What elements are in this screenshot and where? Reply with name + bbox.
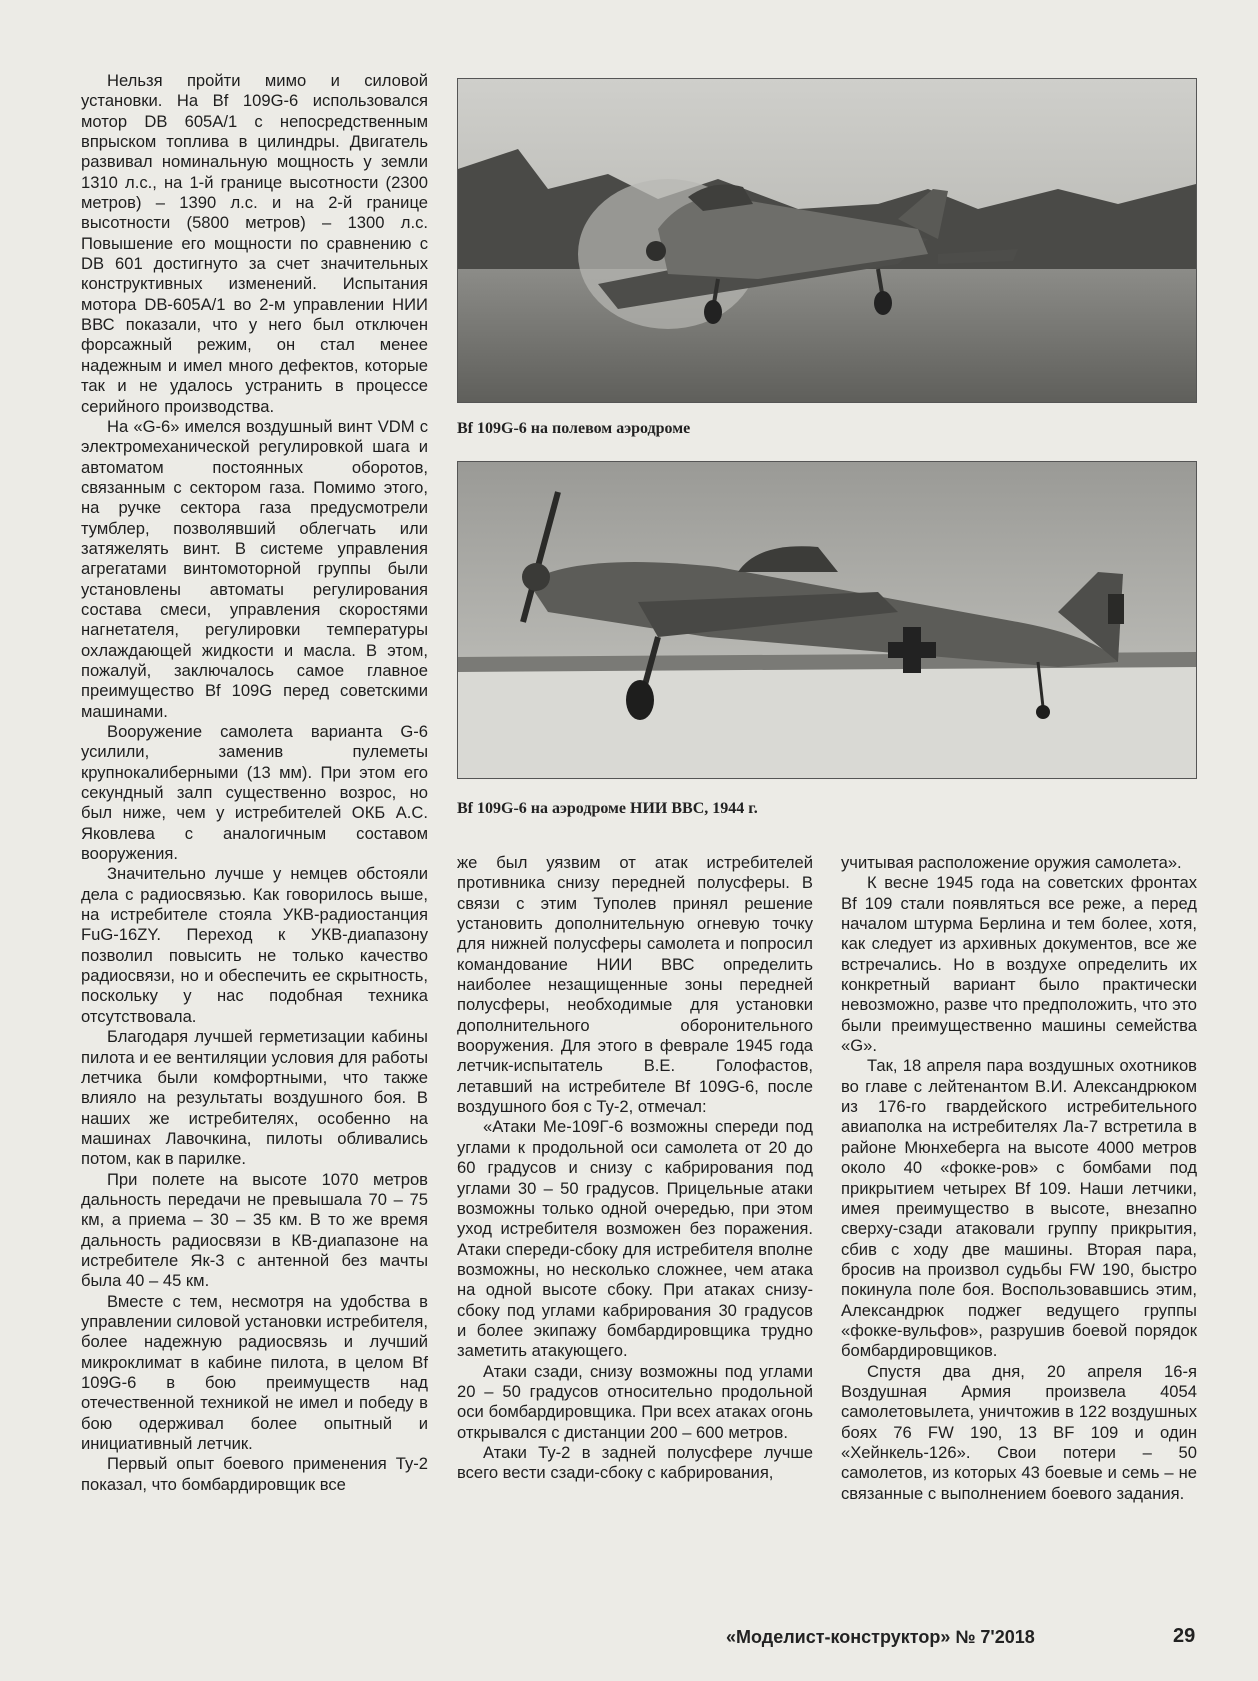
aircraft-photo-field-airfield	[457, 78, 1197, 403]
paragraph: При полете на высоте 1070 метров дальность передачи не превышала 70 – 75 км, а приема – 30 – 35 км. В то же время дальность радиосвязи в КВ-диапазоне на истребителе Як-3 с антенной без мачты была 40 – 45 км.	[81, 1169, 428, 1291]
paragraph: Вооружение самолета варианта G-6 усилили, заменив пулеметы крупнокалиберными (13 мм). При этом его секундный залп существенно возрос, но был ниже, чем у истребителей ОКБ А.С. Яковлева с аналогичным составом вооружения.	[81, 722, 428, 864]
paragraph: Спустя два дня, 20 апреля 16-я Воздушная Армия произвела 4054 самолетовылета, уничтожив в 122 воздушных боях 76 FW 190, 13 BF 109 и один «Хейнкель-126». Свои потери – 50 самолетов, из которых 43 боевые и семь – не связанные с выполнением боевого задания.	[841, 1361, 1197, 1503]
paragraph: Благодаря лучшей герметизации кабины пилота и ее вентиляции условия для работы летчика были комфортными, что также влияло на результаты воздушного боя. В наших же истребителях, особенно на машинах Лавочкина, пилоты обливались потом, как в парилке.	[81, 1027, 428, 1169]
paragraph: «Атаки Ме-109Г-6 возможны спереди под углами к продольной оси самолета от 20 до 60 градусов и снизу с кабрирования под углами 30 – 50 градусов. Прицельные атаки возможны только одной очередью, при этом уход истребителя возможен без поражения. Атаки спереди-сбоку для истребителя вполне возможны, но несколько сложнее, чем атака на одной высоте сбоку. При атаках снизу-сбоку под углами кабрирования 30 градусов и более экипажу бомбардировщика трудно заметить атакующего.	[457, 1117, 813, 1361]
text-column-2	[457, 853, 813, 1484]
journal-footer: «Моделист-конструктор» № 7'2018	[726, 1627, 1035, 1647]
paragraph: Атаки Ту-2 в задней полусфере лучше всего вести сзади-сбоку с кабрирования,	[457, 1442, 813, 1483]
text-column-3	[841, 853, 1197, 1504]
paragraph: Нельзя пройти мимо и силовой установки. На Bf 109G-6 использовался мотор DB 605A/1 с непосредственным впрыском топлива в цилиндры. Двигатель развивал номинальную мощность у земли 1310 л.с., на 1-й границе высотности (2300 метров) – 1390 л.с. и на 2-й границе высотности (5800 метров) – 1300 л.с. Повышение его мощности по сравнению с DB 601 достигнуто за счет значительных конструктивных изменений. Испытания мотора DB-605A/1 во 2-м управлении НИИ ВВС показали, что у него был отключен форсажный режим, он стал менее надежным и имел много дефектов, которые так и не удалось устранить в процессе серийного производства.	[81, 71, 428, 416]
paragraph: Значительно лучше у немцев обстояли дела с радиосвязью. Как говорилось выше, на истребителе стояла УКВ-радиостанция FuG-16ZY. Переход к УКВ-диапазону позволил повысить не только качество радиосвязи, но и обеспечить ее скрытность, поскольку у нас подобная техника отсутствовала.	[81, 864, 428, 1026]
paragraph: же был уязвим от атак истребителей противника снизу передней полусферы. В связи с этим Туполев принял решение установить дополнительную огневую точку для нижней полусферы самолета и попросил командование НИИ ВВС определить наиболее незащищенные зоны передней полусферы, необходимые для установки дополнительного оборонительного вооружения. Для этого в феврале 1945 года летчик-испытатель В.Е. Голофастов, летавший на истребителе Bf 109G-6, после воздушного боя с Ту-2, отмечал:	[457, 853, 813, 1117]
paragraph: К весне 1945 года на советских фронтах Bf 109 стали появляться все реже, а перед началом штурма Берлина и тем более, хотя, как следует из архивных документов, все же встречались. Но в воздухе определить их конкретный вариант было практически невозможно, разве что предположить, что это были преимущественно машины семейства «G».	[841, 873, 1197, 1056]
photo1-caption: Bf 109G-6 на полевом аэродроме	[457, 420, 691, 437]
aircraft-photo-nii-vvs-airfield	[457, 461, 1197, 779]
paragraph: Первый опыт боевого применения Ту-2 показал, что бомбардировщик все	[81, 1454, 428, 1494]
page-number: 29	[1173, 1625, 1196, 1647]
paragraph: Так, 18 апреля пара воздушных охотников во главе с лейтенантом В.И. Александрюком из 176-го гвардейского истребительного авиаполка на истребителях Ла-7 встретила в районе Мюнхеберга на высоте 4000 метров около 40 «фокке-ров» с бомбами под прикрытием четырех Bf 109. Наши летчики, имея преимущество в высоте, внезапно сверху-сзади атаковали группу прикрытия, сбив с ходу две машины. Вторая пара, бросив на произвол судьбы FW 190, быстро покинула поле боя. Воспользовавшись этим, Александрюк поджег ведущего группы «фокке-вульфов», разрушив боевой порядок бомбардировщиков.	[841, 1056, 1197, 1361]
paragraph: учитывая расположение оружия самолета».	[841, 853, 1182, 872]
text-column-1	[81, 71, 428, 1495]
paragraph: Атаки сзади, снизу возможны под углами 20 – 50 градусов относительно продольной оси бомбардировщика. При всех атаках огонь открывался с дистанции 200 – 600 метров.	[457, 1361, 813, 1442]
paragraph: Вместе с тем, несмотря на удобства в управлении силовой установки истребителя, более надежную радиосвязь и лучший микроклимат в кабине пилота, в целом Bf 109G-6 в бою преимуществ над отечественной техникой не имел и победу в бою одерживал более опытный и инициативный летчик.	[81, 1291, 428, 1454]
photo2-caption: Bf 109G-6 на аэродроме НИИ ВВС, 1944 г.	[457, 800, 758, 817]
paragraph: На «G-6» имелся воздушный винт VDM с электромеханической регулировкой шага и автоматом постоянных оборотов, связанным с сектором газа. Помимо этого, на ручке сектора газа предусмотрели тумблер, позволявший облегчать или затяжелять винт. В системе управления агрегатами винтомоторной группы были установлены автоматы регулирования состава смеси, управления скоростями нагнетателя, регулировки температуры охлаждающей жидкости и масла. В этом, пожалуй, заключалось самое главное преимущество Bf 109G перед советскими машинами.	[81, 416, 428, 721]
